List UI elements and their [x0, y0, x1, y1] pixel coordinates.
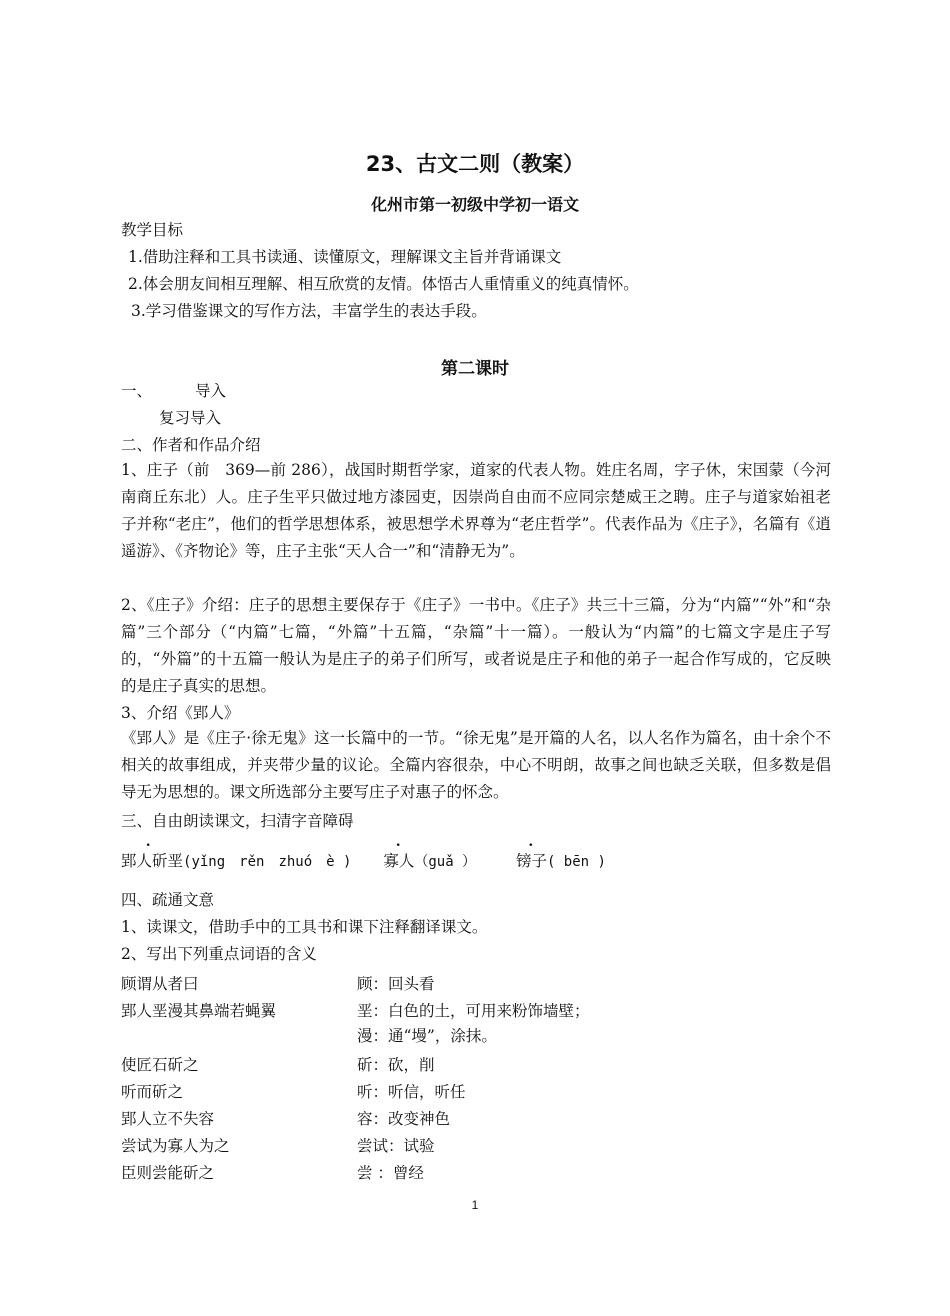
- pron-pinyin: ( bēn ): [546, 854, 606, 870]
- vocab-meaning: 斫：砍，削: [357, 1056, 435, 1074]
- vocab-meaning: 听：听信，听任: [357, 1083, 466, 1101]
- yingren-heading: 3、介绍《郢人》: [121, 704, 240, 722]
- pronunciation-row: [121, 849, 606, 871]
- vocab-meaning: 漫：通“墁”，涂抹。: [357, 1027, 497, 1045]
- lesson-title: 第二课时: [441, 359, 509, 379]
- document-subtitle: 化州市第一初级中学初一语文: [370, 195, 579, 214]
- goal-item: 1.借助注释和工具书读通、读懂原文，理解课文主旨并背诵课文: [128, 248, 562, 266]
- vocab-meaning: 容：改变神色: [357, 1110, 451, 1128]
- section-2-heading: 二、作者和作品介绍: [121, 436, 261, 454]
- section-4-item: 1、读课文，借助手中的工具书和课下注释翻译课文。: [121, 918, 488, 936]
- section-1-number: 一、: [121, 382, 153, 400]
- book-paragraph: 2、《庄子》介绍：庄子的思想主要保存于《庄子》一书中。《庄子》共三十三篇，分为“内篇”“外”和“杂篇”三个部分（“内篇”七篇，“外篇”十五篇，“杂篇”十一篇）。一般认为“内篇”的七篇文字是庄子写的，“外篇”的十五篇一般认为是庄子的弟子们所写，或者说是庄子和他的弟子一起合作写成的，它反映的是庄子真实的思想。: [121, 596, 831, 695]
- vocab-phrase: 顾谓从者曰: [121, 975, 199, 993]
- vocab-meaning: 顾：回头看: [357, 975, 435, 993]
- yingren-paragraph: 《郢人》是《庄子·徐无鬼》这一长篇中的一节。“徐无鬼”是开篇的人名，以人名作为篇名，由十余个不相关的故事组成，并夹带少量的议论。全篇内容很杂，中心不明朗，故事之间也缺乏关联，但多数是倡导无为思想的。课文所选部分主要写庄子对惠子的怀念。: [121, 729, 831, 801]
- author-paragraph: 1、庄子（前 369—前 286），战国时期哲学家，道家的代表人物。姓庄名周，字子休，宋国蒙（今河南商丘东北）人。庄子生平只做过地方漆园吏，因崇尚自由而不应同宗楚威王之聘。庄子与道家始祖老子并称“老庄”，他们的哲学思想体系，被思想学术界尊为“老庄哲学”。代表作品为《庄子》，名篇有《逍遥游》、《齐物论》等，庄子主张“天人合一”和“清静无为”。: [121, 461, 831, 560]
- vocab-meaning: 尝试：试验: [357, 1137, 435, 1155]
- section-4-heading: 四、疏通文意: [121, 891, 215, 909]
- goals-heading: 教学目标: [121, 221, 184, 239]
- goal-item: 2.体会朋友间相互理解、相互欣赏的友情。体悟古人重情重义的纯真情怀。: [128, 275, 639, 293]
- pron-word: 寡人: [383, 852, 415, 870]
- pron-pinyin: （guǎ ）: [414, 854, 477, 870]
- pron-pinyin: (yǐng rěn zhuó è ): [183, 854, 352, 870]
- vocab-phrase: 郢人立不失容: [121, 1110, 215, 1128]
- vocab-phrase: 听而斫之: [121, 1083, 184, 1101]
- vocab-phrase: 郢人垩漫其鼻端若蝇翼: [121, 1002, 277, 1020]
- section-4-item: 2、写出下列重点词语的含义: [121, 945, 317, 963]
- pron-word: 郢人斫垩: [121, 852, 184, 870]
- vocab-phrase: 尝试为寡人为之: [121, 1137, 230, 1155]
- section-1-sub: 复习导入: [159, 409, 222, 427]
- vocab-phrase: 臣则尝能斫之: [121, 1164, 215, 1182]
- vocab-meaning: 垩：白色的土，可用来粉饰墙壁；: [357, 1002, 590, 1020]
- document-title: 23、古文二则（教案）: [365, 152, 585, 176]
- vocab-meaning: 尝 ：曾经: [357, 1164, 424, 1182]
- page-number: 1: [471, 1198, 479, 1212]
- section-1-heading: 导入: [195, 382, 227, 400]
- pron-word: 镑子: [515, 852, 547, 870]
- section-3-heading: 三、自由朗读课文，扫清字音障碍: [121, 812, 354, 830]
- vocab-phrase: 使匠石斫之: [121, 1056, 199, 1074]
- goal-item: 3.学习借鉴课文的写作方法，丰富学生的表达手段。: [131, 302, 487, 320]
